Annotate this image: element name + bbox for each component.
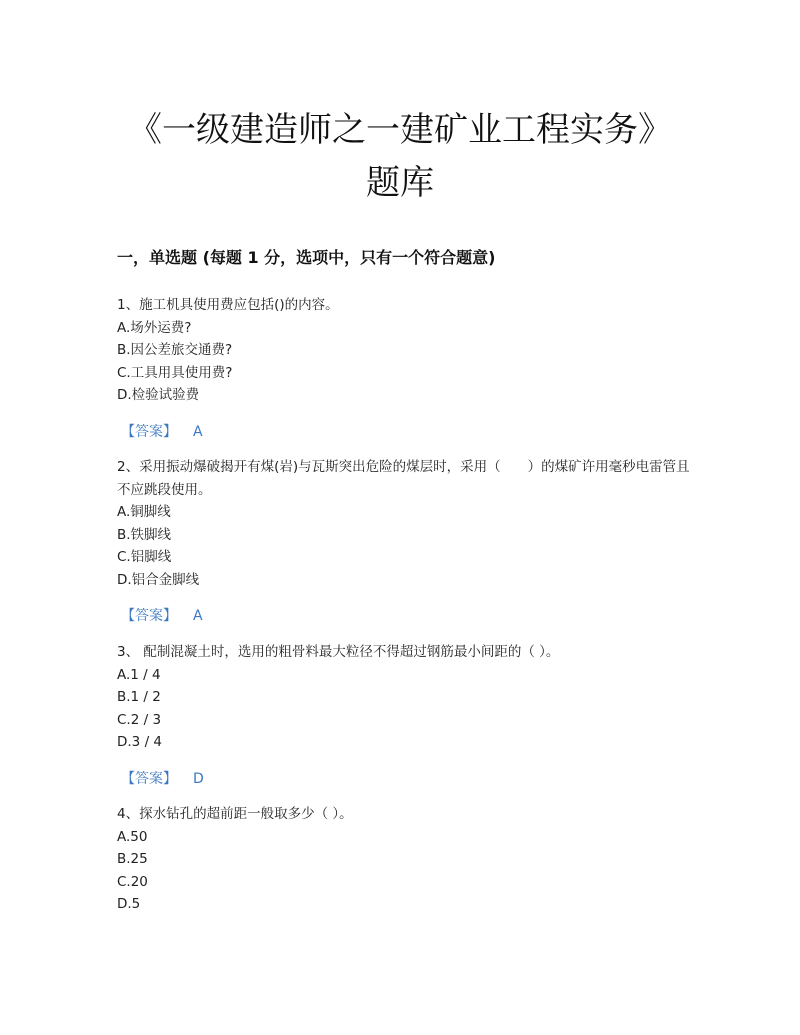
question-3 — [117, 641, 692, 790]
section-heading: 一，单选题 (每题 1 分，选项中，只有一个符合题意) — [117, 248, 496, 267]
question-text: 2、采用振动爆破揭开有煤(岩)与瓦斯突出危险的煤层时，采用（ ）的煤矿许用毫秒电雷管且不应跳段使用。 — [117, 459, 690, 498]
question-4 — [117, 803, 692, 916]
option-b: B.因公差旅交通费? — [117, 342, 233, 358]
answer-label: 【答案】 — [121, 608, 177, 624]
option-b: B.1 / 2 — [117, 689, 161, 705]
document-subtitle: 题库 — [366, 163, 434, 203]
question-text: 3、 配制混凝土时，选用的粗骨料最大粒径不得超过钢筋最小间距的（ ）。 — [117, 644, 560, 660]
question-text: 4、探水钻孔的超前距一般取多少（ ）。 — [117, 806, 353, 822]
answer-value: A — [193, 423, 203, 440]
answer-line — [117, 421, 692, 443]
option-a: A.场外运费? — [117, 319, 192, 336]
option-c: C.工具用具使用费? — [117, 364, 233, 381]
document-title: 《一级建造师之一建矿业工程实务》 — [128, 110, 672, 150]
option-a: A.50 — [117, 828, 148, 845]
answer-label: 【答案】 — [121, 770, 177, 787]
answer-line — [117, 605, 692, 627]
option-a: A.铜脚线 — [117, 504, 171, 520]
option-c: C.20 — [117, 873, 148, 890]
option-c: C.铝脚线 — [117, 549, 172, 565]
answer-line — [117, 768, 692, 790]
option-d: D.5 — [117, 896, 141, 912]
option-a: A.1 / 4 — [117, 666, 161, 683]
option-b: B.铁脚线 — [117, 526, 172, 543]
answer-value: A — [193, 608, 203, 624]
option-d: D.3 / 4 — [117, 734, 162, 750]
question-1 — [117, 294, 692, 443]
option-d: D.检验试验费 — [117, 387, 200, 403]
option-d: D.铝合金脚线 — [117, 571, 200, 588]
question-2 — [117, 456, 692, 627]
question-text: 1、施工机具使用费应包括()的内容。 — [117, 297, 339, 313]
option-c: C.2 / 3 — [117, 711, 162, 728]
option-b: B.25 — [117, 851, 148, 867]
answer-value: D — [193, 770, 204, 787]
answer-label: 【答案】 — [121, 423, 177, 440]
